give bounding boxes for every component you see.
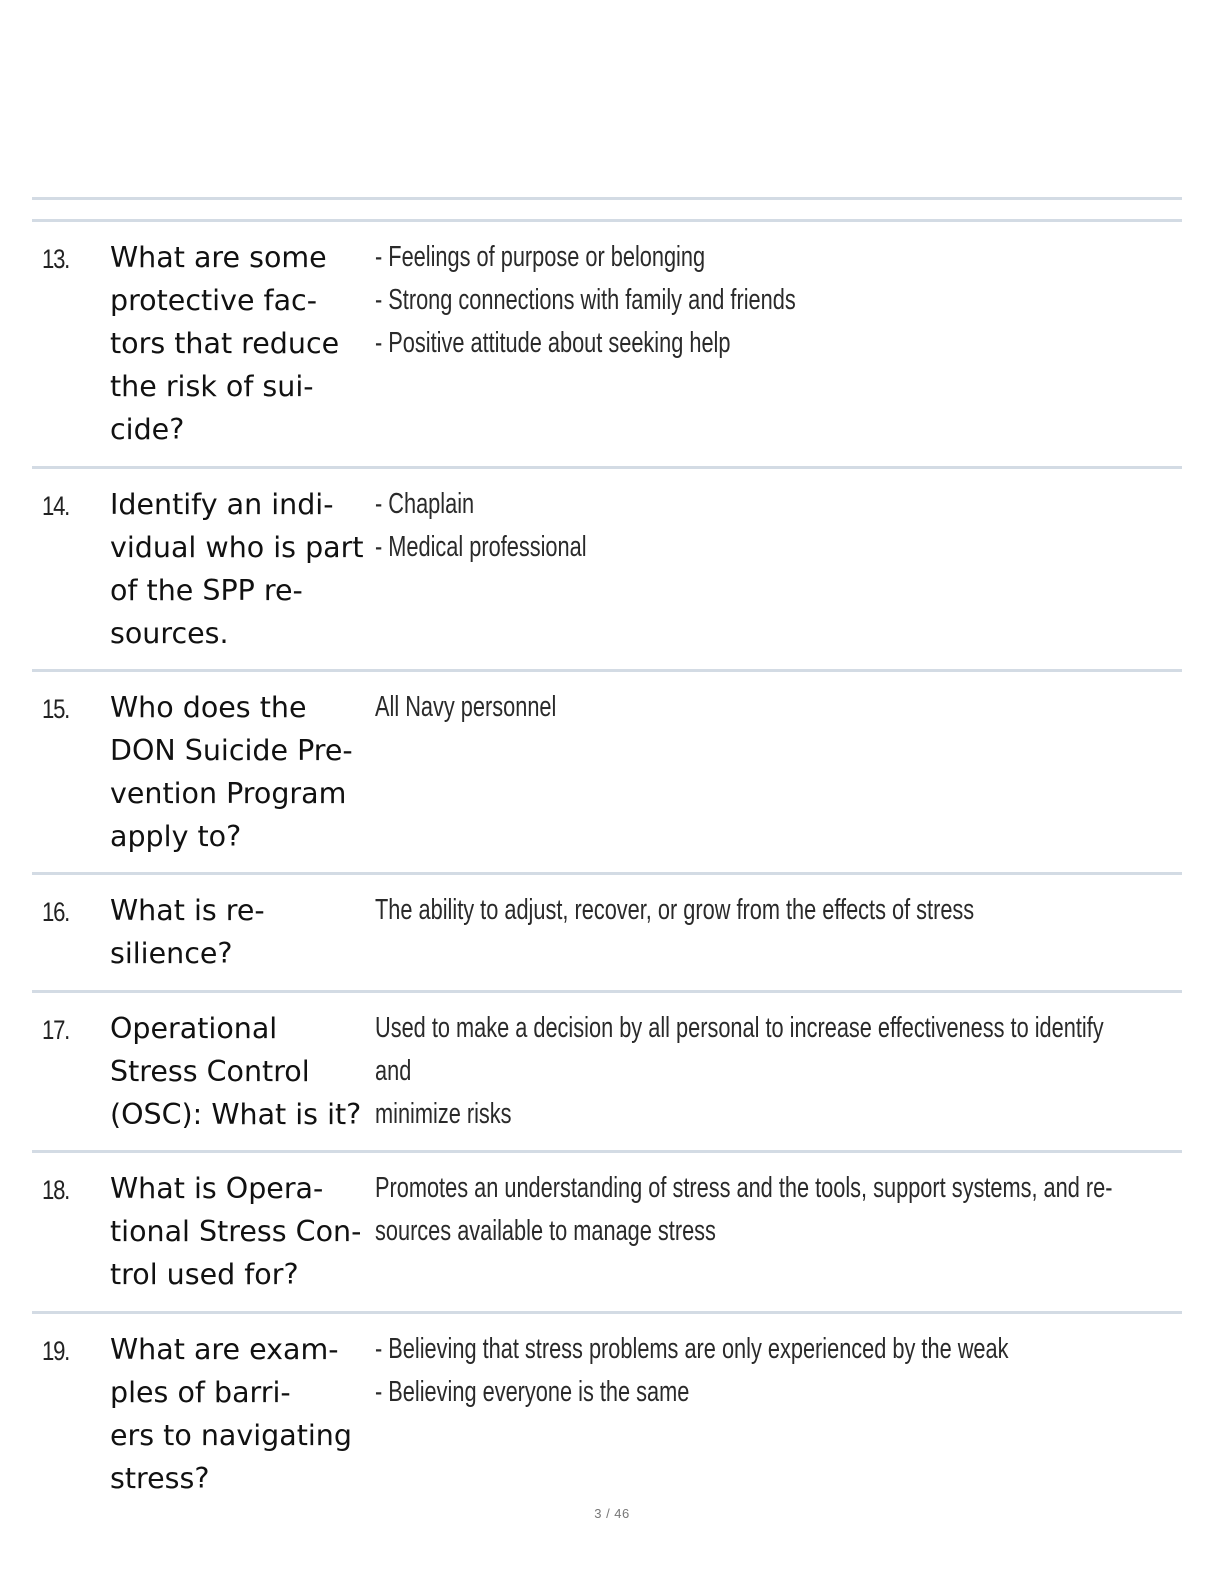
question-text: What is re- silience? [110,894,265,970]
question-answer-list [32,222,1182,1504]
question-number: 18. [42,1175,70,1205]
qa-row-16 [32,875,1182,993]
question-text: What is Opera- tional Stress Con- trol used for? [110,1172,362,1291]
qa-row-13 [32,222,1182,469]
question-number: 16. [42,897,70,927]
answer-text: Promotes an understanding of stress and the tools, support systems, and re- sources available to manage stress [375,1172,1113,1247]
question-number: 17. [42,1015,70,1045]
answer-text: Used to make a decision by all personal to increase effectiveness to identify and minimize risks [375,1012,1104,1130]
question-number: 14. [42,491,70,521]
question-number: 15. [42,694,70,724]
question-text: Operational Stress Control (OSC): What is it? [110,1012,362,1131]
question-number: 19. [42,1336,70,1366]
qa-row-19 [32,1314,1182,1504]
qa-row-14 [32,469,1182,672]
question-text: Identify an indi- vidual who is part of the SPP re- sources. [110,488,364,650]
qa-row-18 [32,1153,1182,1314]
answer-text: The ability to adjust, recover, or grow from the effects of stress [375,894,975,926]
qa-row-17 [32,993,1182,1153]
question-text: Who does the DON Suicide Pre- vention Program apply to? [110,691,353,853]
page-indicator: 3 / 46 [594,1506,630,1521]
qa-row-15 [32,672,1182,875]
answer-text: - Feelings of purpose or belonging - Strong connections with family and friends - Positive attitude about seeking help [375,241,796,359]
answer-text: - Chaplain - Medical professional [375,488,587,563]
question-number: 13. [42,244,70,274]
question-text: What are some protective fac- tors that reduce the risk of sui- cide? [110,241,340,446]
answer-text: - Believing that stress problems are only experienced by the weak - Believing everyone is the same [375,1333,1009,1408]
question-text: What are exam- ples of barri- ers to navigating stress? [110,1333,352,1495]
answer-text: All Navy personnel [375,691,557,723]
top-divider [32,197,1182,200]
